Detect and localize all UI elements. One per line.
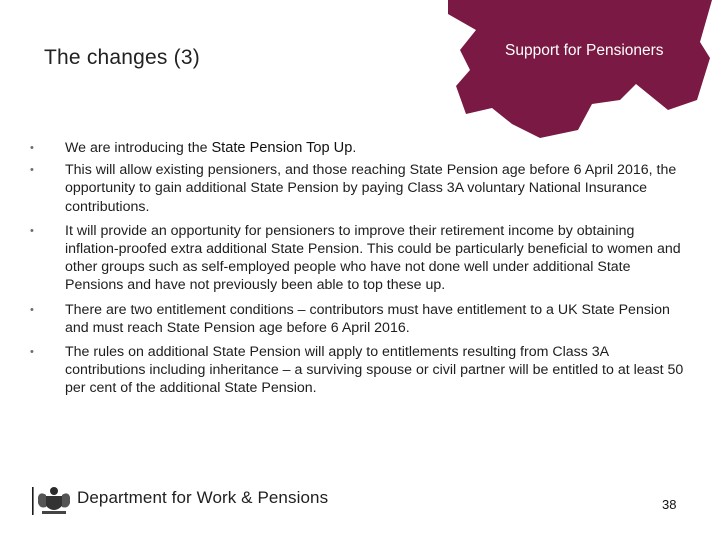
emphasis-text: State Pension Top Up [211,140,353,156]
bullet-item: • There are two entitlement conditions – contributors must have entitlement to a UK State Pension and must reach State Pension age before 6 April 2016. [30,301,690,337]
bullet-text-tail: . [352,140,357,156]
department-name: Department for Work & Pensions [77,488,329,507]
page-number: 38 [662,497,677,512]
bullet-item: • This will allow existing pensioners, and those reaching State Pension age before 6 April 2016, the opportunity to gain additional State Pension by paying Class 3A voluntary National Insurance contributions. [30,161,690,216]
royal-crest-icon [32,485,72,517]
section-banner: Support for Pensioners [505,42,664,59]
bullet-list [30,139,690,404]
bullet-text-lead: We are introducing the [65,140,212,156]
bullet-item [30,139,690,157]
bullet-item: • The rules on additional State Pension will apply to entitlements resulting from Class 3A contributions including inheritance – a surviving spouse or civil partner will be entitled to at least 50 per cent of the additional State Pension. [30,343,690,398]
bullet-item: • It will provide an opportunity for pensioners to improve their retirement income by obtaining inflation-proofed extra additional State Pension. This could be particularly beneficial to women and other groups such as self-employed people who have not done well under additional State Pensions and have not previously been able to top these up. [30,222,690,295]
slide-title: The changes (3) [44,46,200,69]
